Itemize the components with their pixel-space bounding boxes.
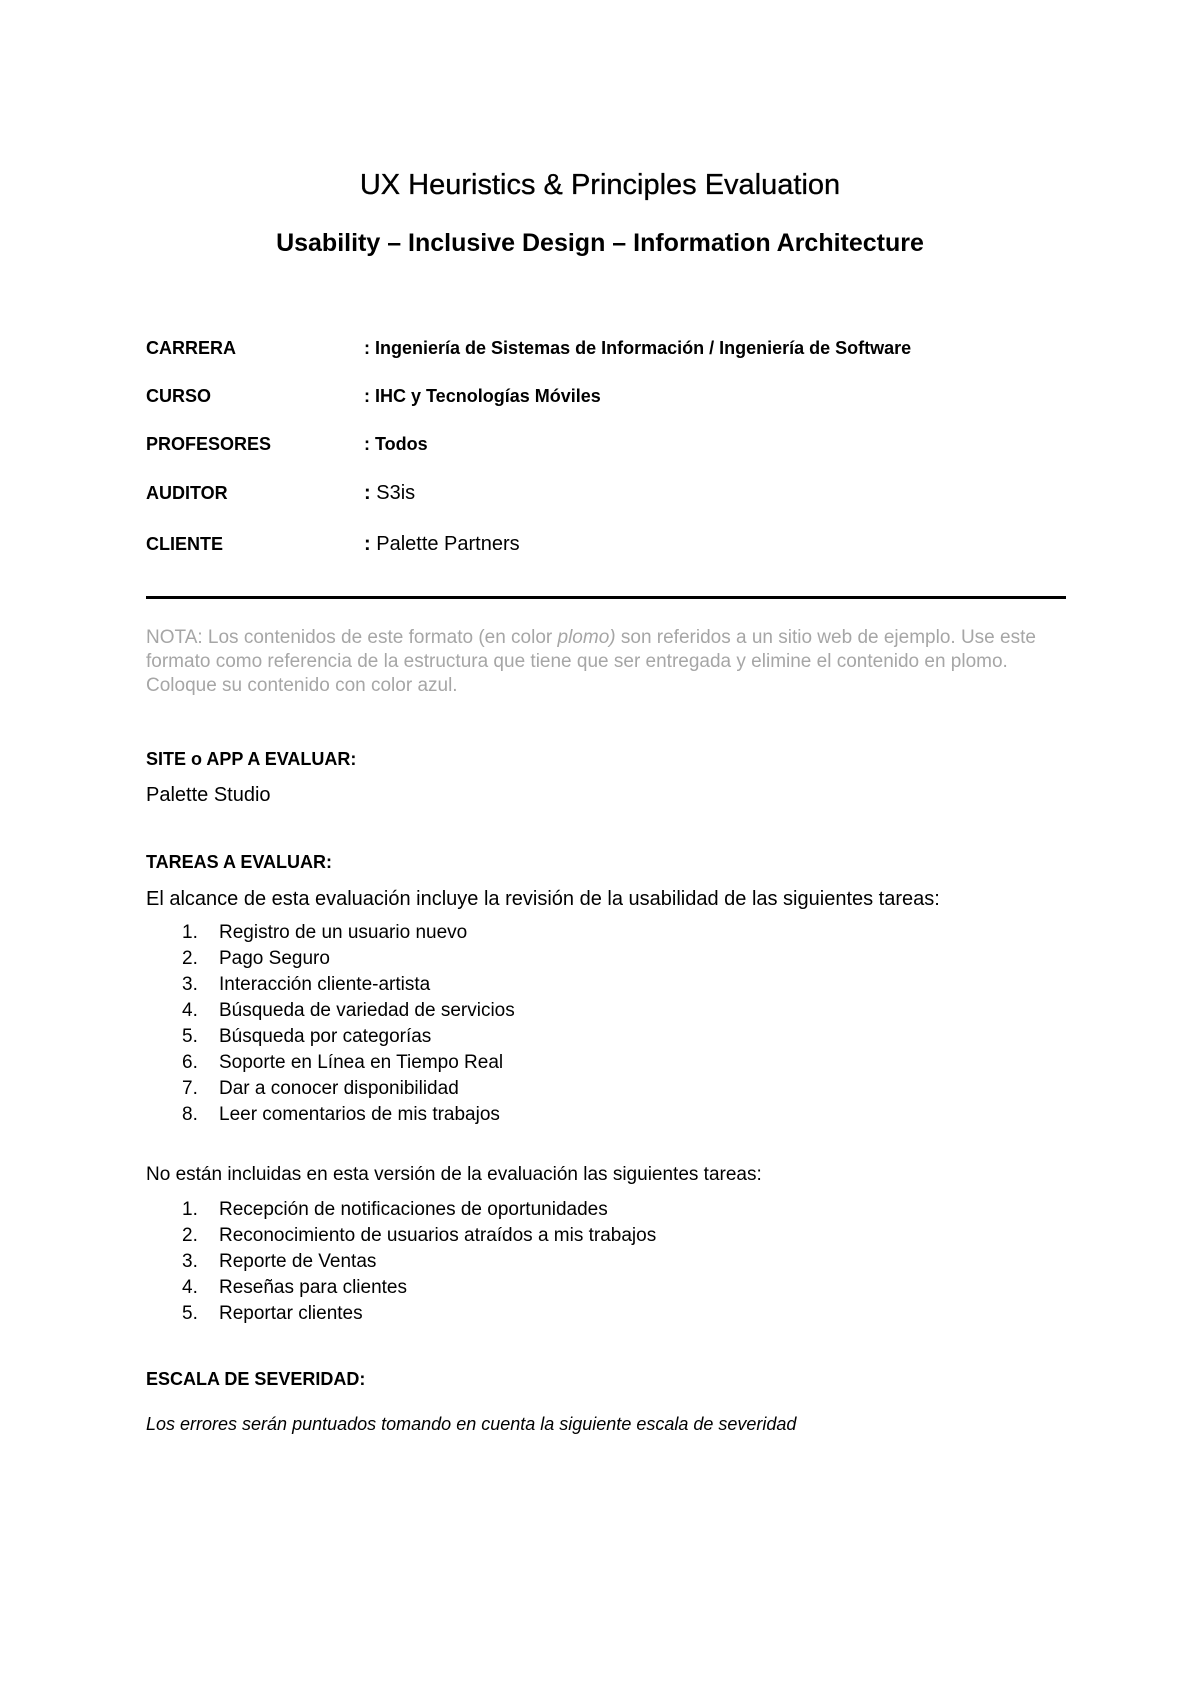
list-item-number: 5.	[182, 1026, 198, 1047]
list-item-number: 2.	[182, 1225, 198, 1246]
list-item-text: Reseñas para clientes	[219, 1277, 407, 1298]
list-item-number: 8.	[182, 1104, 198, 1125]
included-item	[146, 920, 515, 946]
list-item-number: 6.	[182, 1052, 198, 1073]
list-item-number: 1.	[182, 922, 198, 943]
list-item-number: 2.	[182, 948, 198, 969]
list-item-number: 4.	[182, 1000, 198, 1021]
meta-label-cliente: CLIENTE	[146, 534, 224, 554]
list-item-number: 4.	[182, 1277, 198, 1298]
list-item-text: Recepción de notificaciones de oportunidades	[219, 1199, 608, 1220]
list-item-number: 5.	[182, 1303, 198, 1324]
note-text-start: NOTA: Los contenidos de este formato (en color	[146, 627, 558, 648]
list-item-number: 3.	[182, 974, 198, 995]
excluded-item	[146, 1301, 656, 1327]
meta-row-curso	[146, 384, 1066, 408]
included-item	[146, 1102, 515, 1128]
meta-label-carrera: CARRERA	[146, 338, 236, 358]
note-text-end: son referidos a un sitio web de ejemplo. Use este formato como referencia de la estructura que tiene que ser entregada y elimine el contenido en plomo. Coloque su contenido con color azul.	[146, 627, 1036, 696]
meta-value-carrera	[364, 336, 911, 360]
list-item-number: 1.	[182, 1199, 198, 1220]
included-item	[146, 998, 515, 1024]
meta-value-profesores	[364, 432, 428, 456]
note-emphasis: plomo)	[557, 627, 616, 648]
meta-value-text: Ingeniería de Sistemas de Información / Ingeniería de Software	[375, 338, 912, 358]
meta-label-curso: CURSO	[146, 386, 212, 406]
list-item-text: Soporte en Línea en Tiempo Real	[219, 1052, 504, 1073]
included-item	[146, 972, 515, 998]
included-item	[146, 1024, 515, 1050]
site-value: Palette Studio	[146, 784, 271, 806]
meta-value-text: IHC y Tecnologías Móviles	[375, 386, 601, 406]
included-item	[146, 1050, 515, 1076]
horizontal-divider	[146, 596, 1066, 599]
meta-row-cliente	[146, 532, 1066, 556]
meta-separator: :	[364, 434, 370, 454]
meta-row-auditor	[146, 481, 1066, 505]
excluded-tasks-list	[146, 1197, 656, 1327]
excluded-item	[146, 1197, 656, 1223]
severity-heading: ESCALA DE SEVERIDAD:	[146, 1369, 366, 1389]
meta-row-carrera	[146, 336, 1066, 360]
excluded-item	[146, 1275, 656, 1301]
list-item-text: Pago Seguro	[219, 948, 330, 969]
severity-text: Los errores serán puntuados tomando en cuenta la siguiente escala de severidad	[146, 1414, 797, 1434]
meta-value-text: S3is	[376, 482, 416, 504]
excluded-item	[146, 1249, 656, 1275]
tasks-heading: TAREAS A EVALUAR:	[146, 852, 332, 872]
list-item-text: Reconocimiento de usuarios atraídos a mis trabajos	[219, 1225, 657, 1246]
list-item-number: 3.	[182, 1251, 198, 1272]
list-item-text: Interacción cliente-artista	[219, 974, 431, 995]
included-tasks-list	[146, 920, 515, 1128]
meta-value-text: Todos	[375, 434, 428, 454]
site-heading: SITE o APP A EVALUAR:	[146, 749, 357, 769]
meta-separator: :	[364, 533, 371, 555]
page-subtitle: Usability – Inclusive Design – Information Architecture	[276, 229, 924, 257]
meta-separator: :	[364, 386, 370, 406]
list-item-text: Reporte de Ventas	[219, 1251, 377, 1272]
list-item-text: Registro de un usuario nuevo	[219, 922, 468, 943]
included-item	[146, 1076, 515, 1102]
meta-value-auditor	[364, 481, 415, 505]
template-note	[146, 626, 1066, 698]
list-item-number: 7.	[182, 1078, 198, 1099]
meta-label-profesores: PROFESORES	[146, 434, 272, 454]
meta-value-curso	[364, 384, 601, 408]
excluded-tasks-intro: No están incluidas en esta versión de la evaluación las siguientes tareas:	[146, 1164, 762, 1185]
tasks-intro: El alcance de esta evaluación incluye la revisión de la usabilidad de las siguientes tareas:	[146, 888, 940, 910]
list-item-text: Dar a conocer disponibilidad	[219, 1078, 459, 1099]
meta-separator: :	[364, 338, 370, 358]
list-item-text: Búsqueda por categorías	[219, 1026, 432, 1047]
list-item-text: Reportar clientes	[219, 1303, 363, 1324]
meta-value-cliente	[364, 532, 520, 556]
list-item-text: Búsqueda de variedad de servicios	[219, 1000, 515, 1021]
page-title: UX Heuristics & Principles Evaluation	[359, 169, 841, 201]
meta-label-auditor: AUDITOR	[146, 483, 228, 503]
list-item-text: Leer comentarios de mis trabajos	[219, 1104, 500, 1125]
included-item	[146, 946, 515, 972]
meta-value-text: Palette Partners	[376, 533, 520, 555]
meta-row-profesores	[146, 432, 1066, 456]
excluded-item	[146, 1223, 656, 1249]
meta-separator: :	[364, 482, 371, 504]
